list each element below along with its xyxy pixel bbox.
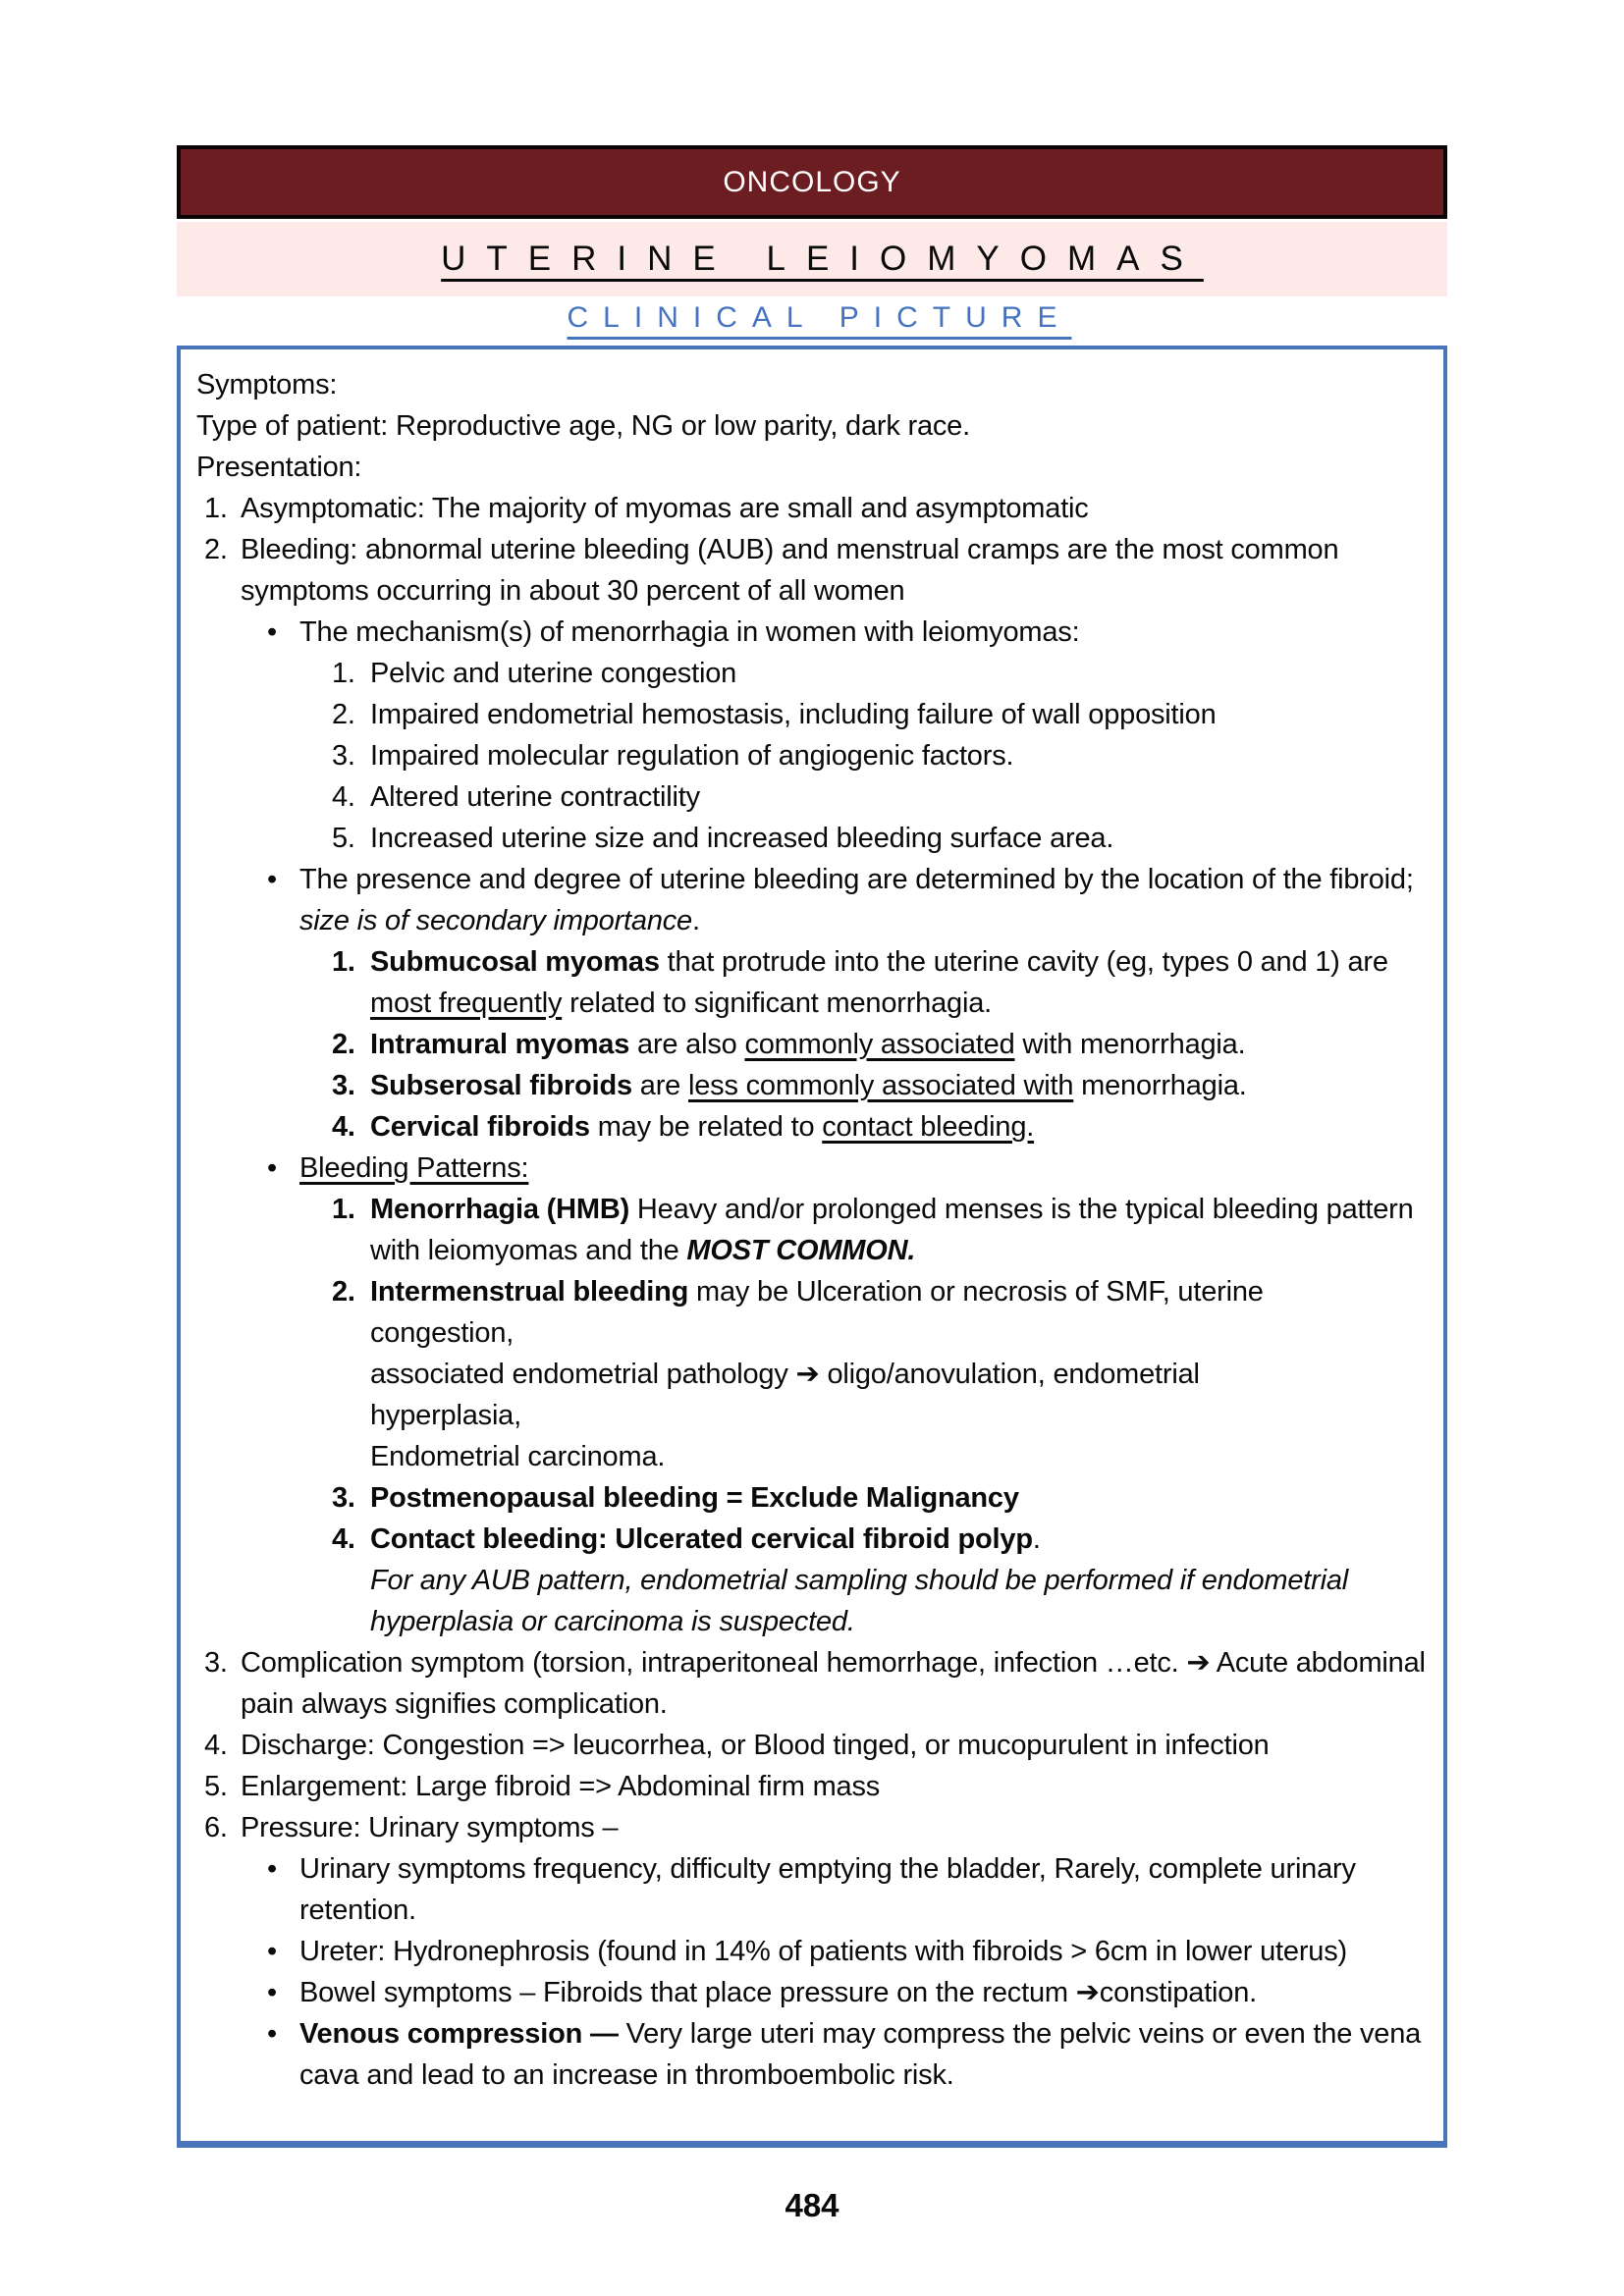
content-line <box>196 529 1428 612</box>
text-segment: For any AUB pattern, endometrial sampling should be performed if endometrial hyperplasia or carcinoma is suspected. <box>370 1565 1349 1637</box>
text-segment: Pressure: Urinary symptoms – <box>241 1812 619 1843</box>
text-segment: contact bleeding. <box>822 1111 1035 1143</box>
content-line <box>196 1271 1428 1477</box>
number-marker: 1. <box>332 1194 355 1225</box>
number-marker: 3. <box>204 1647 228 1679</box>
text-segment: Bleeding: abnormal uterine bleeding (AUB) and menstrual cramps are the most common symptoms occurring in about 30 percent of all women <box>241 534 1339 607</box>
chapter-header-banner <box>177 145 1447 219</box>
content-line <box>196 1807 1428 1848</box>
text-segment: Ureter: Hydronephrosis (found in 14% of patients with fibroids > 6cm in lower uterus) <box>299 1936 1347 1967</box>
text-segment: are <box>631 1070 688 1101</box>
number-marker: 1. <box>332 658 355 689</box>
section-title: CLINICAL PICTURE <box>567 301 1072 334</box>
text-segment: Altered uterine contractility <box>370 781 700 813</box>
text-segment: Type of patient: Reproductive age, NG or low parity, dark race. <box>196 410 970 442</box>
bullet-marker: • <box>267 2018 277 2050</box>
number-marker: 1. <box>332 946 355 978</box>
number-marker: 3. <box>332 740 355 772</box>
content-line <box>196 694 1428 735</box>
text-segment: associated endometrial pathology ➔ oligo/anovulation, endometrial <box>370 1359 1200 1390</box>
text-segment: Presentation: <box>196 452 362 483</box>
content-line <box>196 735 1428 776</box>
content-line <box>196 1148 1428 1189</box>
text-segment: MOST COMMON. <box>686 1235 916 1266</box>
text-segment: Cervical fibroids <box>370 1111 590 1143</box>
bullet-marker: • <box>267 1936 277 1967</box>
text-segment: Menorrhagia (HMB) <box>370 1194 630 1225</box>
chapter-title: ONCOLOGY <box>723 165 901 198</box>
text-segment: Discharge: Congestion => leucorrhea, or Blood tinged, or mucopurulent in infection <box>241 1730 1270 1761</box>
text-segment: hyperplasia, <box>370 1400 521 1431</box>
content-line <box>196 1848 1428 1931</box>
number-marker: 6. <box>204 1812 228 1843</box>
content-line <box>196 1024 1428 1065</box>
bullet-marker: • <box>267 1152 277 1184</box>
content-line <box>196 1725 1428 1766</box>
text-segment: Impaired molecular regulation of angiogenic factors. <box>370 740 1014 772</box>
clinical-picture-box <box>177 346 1447 2148</box>
bullet-marker: • <box>267 1853 277 1885</box>
text-segment: that protrude into the uterine cavity (eg, types 0 and 1) are <box>659 946 1388 978</box>
content-line <box>196 1642 1428 1725</box>
number-marker: 4. <box>332 1523 355 1555</box>
text-segment: . <box>691 905 700 936</box>
text-segment: Bleeding Patterns: <box>299 1152 529 1184</box>
content-line <box>196 1189 1428 1271</box>
content-line <box>196 1477 1428 1519</box>
section-heading <box>177 301 1447 335</box>
text-segment: Increased uterine size and increased bleeding surface area. <box>370 823 1114 854</box>
content-line <box>196 653 1428 694</box>
text-segment: commonly associated <box>744 1029 1015 1060</box>
content-line <box>196 1519 1428 1642</box>
text-segment: Enlargement: Large fibroid => Abdominal firm mass <box>241 1771 881 1802</box>
number-marker: 2. <box>332 699 355 730</box>
text-segment: less commonly associated with <box>687 1070 1074 1101</box>
number-marker: 4. <box>204 1730 228 1761</box>
number-marker: 4. <box>332 781 355 813</box>
text-segment: Postmenopausal bleeding = Exclude Malignancy <box>370 1482 1019 1514</box>
content-line <box>196 612 1428 653</box>
text-segment: menorrhagia. <box>1073 1070 1247 1101</box>
text-segment: Bowel symptoms – Fibroids that place pressure on the rectum ➔constipation. <box>299 1977 1258 2008</box>
topic-title: UTERINE LEIOMYOMAS <box>441 240 1204 278</box>
content-line <box>196 2013 1428 2096</box>
number-marker: 2. <box>204 534 228 565</box>
text-segment: most frequently <box>370 988 563 1019</box>
content-line <box>196 776 1428 818</box>
number-marker: 5. <box>332 823 355 854</box>
bullet-marker: • <box>267 864 277 895</box>
content-line <box>196 1766 1428 1807</box>
text-segment: Subserosal fibroids <box>370 1070 632 1101</box>
text-segment: Asymptomatic: The majority of myomas are small and asymptomatic <box>241 493 1089 524</box>
page-footer <box>0 2187 1624 2224</box>
bullet-marker: • <box>267 616 277 648</box>
text-segment: The mechanism(s) of menorrhagia in women with leiomyomas: <box>299 616 1080 648</box>
content-line <box>196 859 1428 941</box>
text-segment: Intermenstrual bleeding <box>370 1276 689 1308</box>
topic-header-banner <box>177 222 1447 296</box>
text-segment: Venous compression — <box>299 2018 619 2050</box>
number-marker: 2. <box>332 1029 355 1060</box>
number-marker: 4. <box>332 1111 355 1143</box>
text-segment: Intramural myomas <box>370 1029 630 1060</box>
text-segment: Symptoms: <box>196 369 338 400</box>
page-number: 484 <box>785 2187 839 2223</box>
content-line <box>196 1106 1428 1148</box>
text-segment: Pelvic and uterine congestion <box>370 658 737 689</box>
text-segment: . <box>1032 1523 1041 1555</box>
text-segment: Impaired endometrial hemostasis, including failure of wall opposition <box>370 699 1217 730</box>
number-marker: 5. <box>204 1771 228 1802</box>
text-segment: Contact bleeding: Ulcerated cervical fibroid polyp <box>370 1523 1033 1555</box>
text-segment: may be related to <box>589 1111 823 1143</box>
text-segment: size is of secondary importance <box>299 905 692 936</box>
number-marker: 1. <box>204 493 228 524</box>
text-segment: Submucosal myomas <box>370 946 660 978</box>
number-marker: 3. <box>332 1070 355 1101</box>
text-segment: are also <box>629 1029 745 1060</box>
number-marker: 3. <box>332 1482 355 1514</box>
content-line <box>196 818 1428 859</box>
text-segment: Complication symptom (torsion, intraperitoneal hemorrhage, infection …etc. ➔ Acute abdominal pain always signifies complication. <box>241 1647 1426 1720</box>
bullet-marker: • <box>267 1977 277 2008</box>
text-segment: The presence and degree of uterine bleeding are determined by the location of the fibroid; <box>299 864 1414 895</box>
text-segment: related to significant menorrhagia. <box>562 988 992 1019</box>
content-line <box>196 405 1428 447</box>
text-segment: Urinary symptoms frequency, difficulty emptying the bladder, Rarely, complete urinary retention. <box>299 1853 1356 1926</box>
content-line <box>196 488 1428 529</box>
text-segment: congestion, <box>370 1317 514 1349</box>
number-marker: 2. <box>332 1276 355 1308</box>
text-segment: Endometrial carcinoma. <box>370 1441 666 1472</box>
text-segment: may be Ulceration or necrosis of SMF, uterine <box>688 1276 1264 1308</box>
content-line <box>196 1065 1428 1106</box>
content-line <box>196 1931 1428 1972</box>
text-segment: with menorrhagia. <box>1014 1029 1246 1060</box>
content-line <box>196 364 1428 405</box>
text-segment: Heavy and/or prolonged menses is the typical bleeding pattern with leiomyomas and the <box>370 1194 1414 1266</box>
content-line <box>196 1972 1428 2013</box>
text-segment: Very large uteri may compress the pelvic veins or even the vena cava and lead to an increase in thromboembolic risk. <box>299 2018 1422 2091</box>
content-line <box>196 447 1428 488</box>
content-line <box>196 941 1428 1024</box>
